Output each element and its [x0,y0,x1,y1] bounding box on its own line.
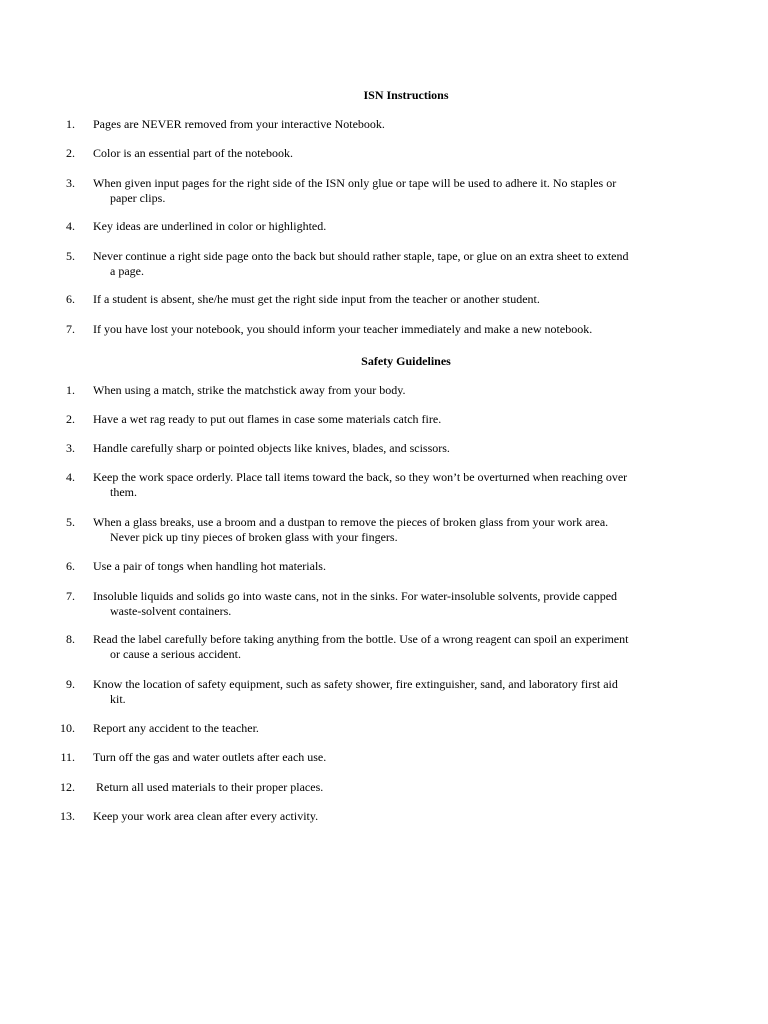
item-text: Use a pair of tongs when handling hot materials. [93,559,326,573]
item-text: Have a wet rag ready to put out flames in case some materials catch fire. [93,412,442,426]
item-text-line: Insoluble liquids and solids go into waste cans, not in the sinks. For water-insoluble solvents, provide capped [93,589,618,603]
item-text-continuation: them. [110,485,137,499]
item-number: 3. [66,441,75,455]
item-text-continuation: kit. [110,692,126,706]
item-text-continuation: or cause a serious accident. [110,647,241,661]
item-text: Handle carefully sharp or pointed objects like knives, blades, and scissors. [93,441,450,455]
item-text-continuation: paper clips. [110,191,166,205]
item-text [93,677,701,707]
item-number: 9. [66,677,75,691]
item-text-line: When given input pages for the right side of the ISN only glue or tape will be used to adhere it. No staples or [93,176,617,190]
item-text-continuation: a page. [110,264,144,278]
item-text: If a student is absent, she/he must get the right side input from the teacher or another student. [93,292,540,306]
item-text: Color is an essential part of the notebook. [93,146,293,160]
item-number: 2. [66,412,75,426]
item-number: 6. [66,559,75,573]
item-text: Key ideas are underlined in color or highlighted. [93,219,327,233]
item-text [93,632,701,662]
safety-guidelines-title: Safety Guidelines [361,354,451,368]
item-number: 13. [60,809,75,823]
item-text: Turn off the gas and water outlets after each use. [93,750,327,764]
item-number: 5. [66,249,75,263]
item-number: 4. [66,470,75,484]
item-number: 1. [66,117,75,131]
item-text-line: When a glass breaks, use a broom and a dustpan to remove the pieces of broken glass from your work area. [93,515,609,529]
item-number: 11. [60,750,75,764]
item-text: When using a match, strike the matchstick away from your body. [93,383,406,397]
item-number: 8. [66,632,75,646]
item-text: If you have lost your notebook, you should inform your teacher immediately and make a new notebook. [93,322,593,336]
isn-instructions-title: ISN Instructions [363,88,449,102]
item-text-continuation: waste-solvent containers. [110,604,232,618]
item-number: 5. [66,515,75,529]
item-number: 12. [60,780,75,794]
item-text: Keep your work area clean after every activity. [93,809,319,823]
item-text-line: Know the location of safety equipment, such as safety shower, fire extinguisher, sand, and laboratory first aid [93,677,618,691]
item-text-line: Read the label carefully before taking anything from the bottle. Use of a wrong reagent can spoil an experiment [93,632,629,646]
item-text-line: Never continue a right side page onto the back but should rather staple, tape, or glue on an extra sheet to extend [93,249,629,263]
item-text: Report any accident to the teacher. [93,721,259,735]
item-number: 3. [66,176,75,190]
item-number: 4. [66,219,75,233]
item-text: Return all used materials to their proper places. [96,780,324,794]
item-number: 7. [66,589,75,603]
item-text [93,515,701,545]
item-text-continuation: Never pick up tiny pieces of broken glass with your fingers. [110,530,398,544]
item-number: 6. [66,292,75,306]
item-text [93,589,701,619]
item-number: 7. [66,322,75,336]
item-number: 1. [66,383,75,397]
item-text: Pages are NEVER removed from your interactive Notebook. [93,117,385,131]
item-number: 10. [60,721,75,735]
item-text-line: Keep the work space orderly. Place tall items toward the back, so they won’t be overturned when reaching over [93,470,628,484]
item-number: 2. [66,146,75,160]
item-text [93,470,701,500]
